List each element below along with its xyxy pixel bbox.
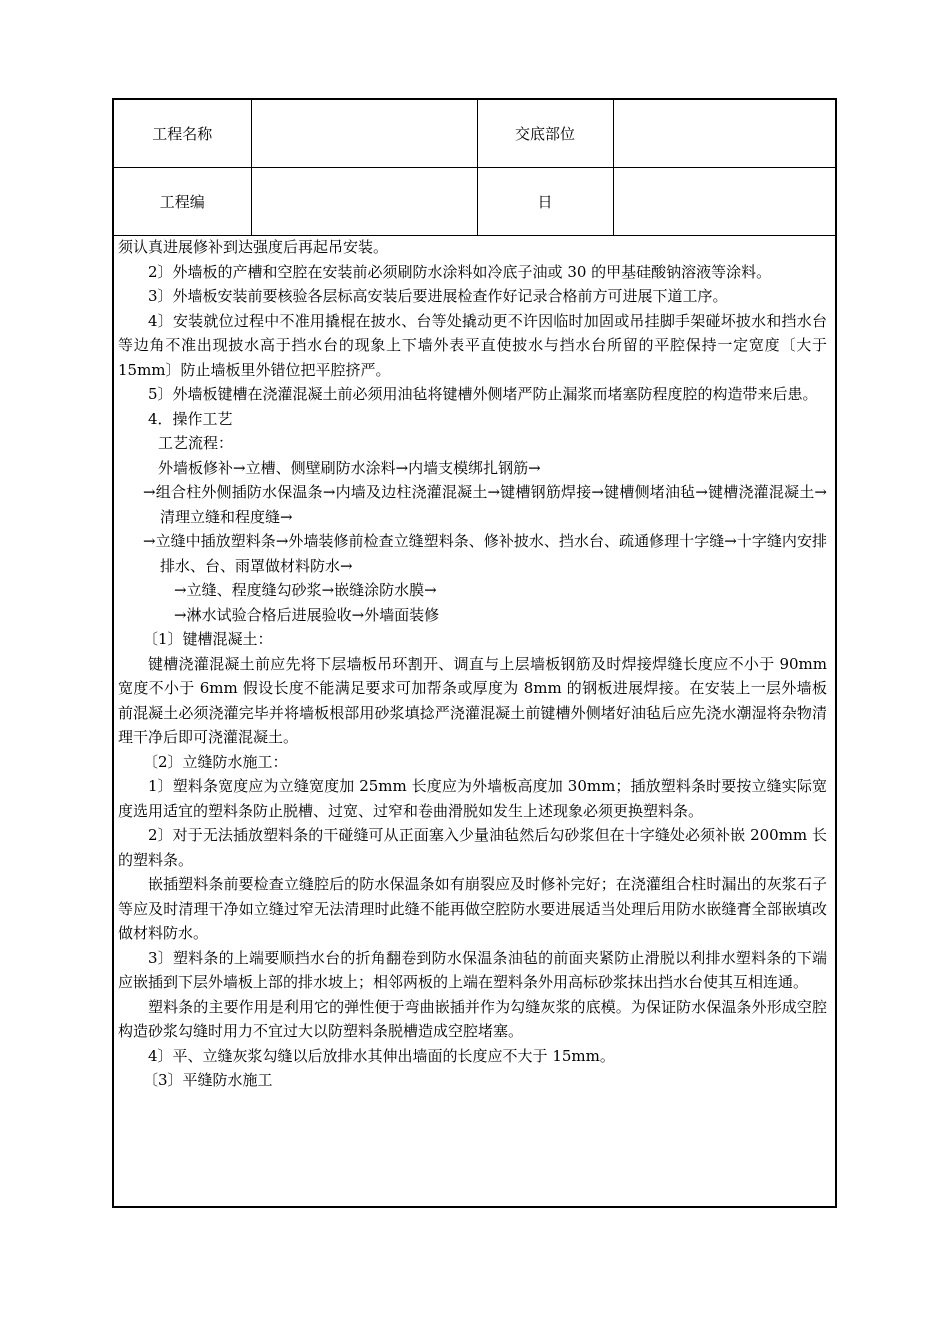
subsection-2-item-4: 4〕平、立缝灰浆勾缝以后放排水其伸出墙面的长度应不大于 15mm。 xyxy=(148,1046,615,1065)
header-table xyxy=(114,100,835,236)
subsection-2-note-1: 嵌插塑料条前要检查立缝腔后的防水保温条如有崩裂应及时修补完好；在浇灌组合柱时漏出的灰浆石子等应及时清理干净如立缝过窄无法清理时此缝不能再做空腔防水要进展适当处理后用防水嵌缝膏全部嵌填改做材料防水。 xyxy=(118,875,827,942)
subsection-2-note-2: 塑料条的主要作用是利用它的弹性便于弯曲嵌插并作为勾缝灰浆的底模。为保证防水保温条外形成空腔构造砂浆勾缝时用力不宜过大以防塑料条脱槽造成空腔堵塞。 xyxy=(118,997,827,1040)
flow-step-1: 外墙板修补→立槽、侧壁刷防水涂料→内墙支模绑扎钢筋→ xyxy=(158,458,541,477)
subsection-2-item-1: 1〕塑料条宽度应为立缝宽度加 25mm 长度应为外墙板高度加 30mm；插放塑料条时要按立缝实际宽度选用适宜的塑料条防止脱槽、过宽、过窄和卷曲滑脱如发生上述现象必须更换塑料条。 xyxy=(118,777,827,820)
subsection-3-title: 〔3〕平缝防水施工 xyxy=(143,1071,273,1089)
header-row-2 xyxy=(114,168,835,236)
location-value[interactable] xyxy=(613,100,835,168)
paragraph-item-3: 3〕外墙板安装前要核验各层标高安装后要进展检查作好记录合格前方可进展下道工序。 xyxy=(148,287,728,305)
document-frame xyxy=(112,98,837,1208)
flow-step-5: →淋水试验合格后进展验收→外墙面装修 xyxy=(174,605,440,624)
subsection-1-title: 〔1〕键槽混凝土： xyxy=(143,630,273,648)
section-heading-4: 4．操作工艺 xyxy=(148,409,233,428)
date-label: 日 xyxy=(477,168,613,236)
project-name-label: 工程名称 xyxy=(114,100,251,168)
subsection-2-item-2: 2〕对于无法插放塑料条的干碰缝可从正面塞入少量油毡然后勾砂浆但在十字缝处必须补嵌 200mm 长的塑料条。 xyxy=(118,826,827,869)
paragraph-item-2: 2〕外墙板的产槽和空腔在安装前必须刷防水涂料如冷底子油或 30 的甲基硅酸钠溶液等涂料。 xyxy=(148,262,772,281)
flow-step-3: →立缝中插放塑料条→外墙装修前检查立缝塑料条、修补披水、挡水台、疏通修理十字缝→十字缝内安排排水、台、雨罩做材料防水→ xyxy=(143,532,827,575)
date-value[interactable] xyxy=(613,168,835,236)
body-text xyxy=(118,235,827,1093)
subsection-1-text: 键槽浇灌混凝土前应先将下层墙板吊环割开、调直与上层墙板钢筋及时焊接焊缝长度应不小于 90mm 宽度不小于 6mm 假设长度不能满足要求可加帮条或厚度为 8mm 的钢板进展焊接。在安装上一层外墙板前混凝土必须浇灌完毕并将墙板根部用砂浆填捻严浇灌混凝土前键槽外侧堵好油毡后应先浇水潮湿将杂物清理干净后即可浇灌混凝土。 xyxy=(118,654,827,746)
paragraph-item-4: 4〕安装就位过程中不准用撬棍在披水、台等处撬动更不许因临时加固或吊挂脚手架碰坏披水和挡水台等边角不准出现披水高于挡水台的现象上下墙外表平直使披水与挡水台所留的平腔保持一定宽度〔大于 15mm〕防止墙板里外错位把平腔挤严。 xyxy=(118,311,827,379)
project-name-value[interactable] xyxy=(251,100,477,168)
flow-step-2: →组合柱外侧插防水保温条→内墙及边柱浇灌混凝土→键槽钢筋焊接→键槽侧堵油毡→键槽浇灌混凝土→清理立缝和程度缝→ xyxy=(143,483,827,526)
project-no-value[interactable] xyxy=(251,168,477,236)
paragraph-continued: 须认真进展修补到达强度后再起吊安装。 xyxy=(118,238,389,256)
flow-title: 工艺流程： xyxy=(158,434,234,452)
location-label: 交底部位 xyxy=(477,100,613,168)
header-row-1 xyxy=(114,100,835,168)
project-no-label: 工程编 xyxy=(114,168,251,236)
flow-step-4: →立缝、程度缝勾砂浆→嵌缝涂防水膜→ xyxy=(174,581,437,599)
subsection-2-item-3: 3〕塑料条的上端要顺挡水台的折角翻卷到防水保温条油毡的前面夹紧防止滑脱以利排水塑料条的下端应嵌插到下层外墙板上部的排水坡上；相邻两板的上端在塑料条外用高标砂浆抹出挡水台使其互相连通。 xyxy=(118,948,827,991)
paragraph-item-5: 5〕外墙板键槽在浇灌混凝土前必须用油毡将键槽外侧堵严防止漏浆而堵塞防程度腔的构造带来后患。 xyxy=(148,385,818,403)
subsection-2-title: 〔2〕立缝防水施工： xyxy=(143,752,288,771)
